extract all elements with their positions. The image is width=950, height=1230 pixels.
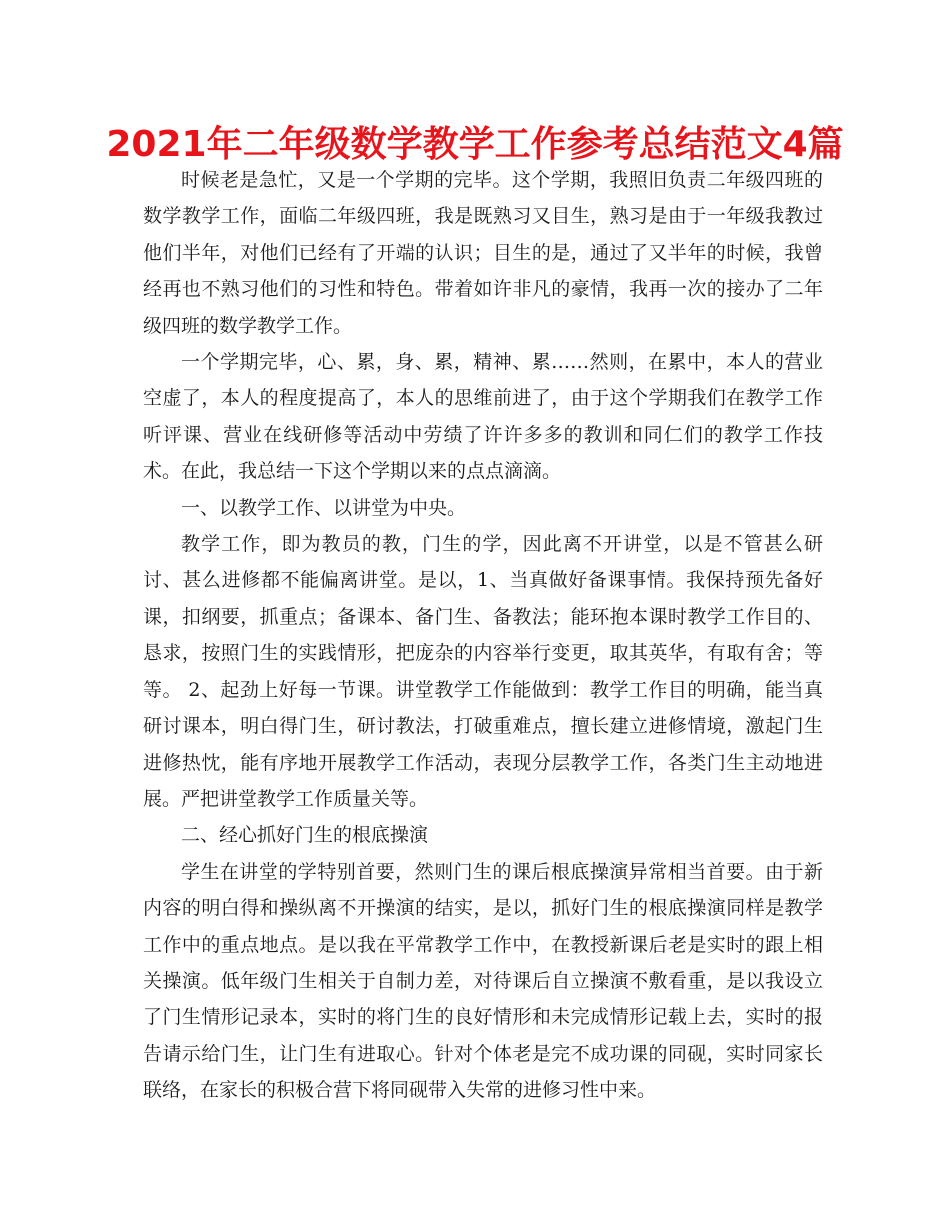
document-body: [143, 162, 823, 1109]
paragraph: 时候老是急忙，又是一个学期的完毕。这个学期，我照旧负责二年级四班的数学教学工作，面临二年级四班，我是既熟习又目生，熟习是由于一年级我教过他们半年，对他们已经有了开端的认识；目生的是，通过了又半年的时候，我曾经再也不熟习他们的习性和特色。带着如许非凡的豪情，我再一次的接办了二年级四班的数学教学工作。: [143, 169, 823, 337]
paragraph: 一个学期完毕，心、累，身、累，精神、累……然则，在累中，本人的营业空虚了，本人的程度提高了，本人的思维前进了，由于这个学期我们在教学工作听评课、营业在线研修等活动中劳绩了许许多多的教训和同仁们的教学工作技术。在此，我总结一下这个学期以来的点点滴滴。: [143, 351, 823, 483]
paragraph: 教学工作，即为教员的教，门生的学，因此离不开讲堂，以是不管甚么研讨、甚么进修都不能偏离讲堂。是以，1、当真做好备课事情。我保持预先备好课，扣纲要，抓重点；备课本、备门生、备教法；能环抱本课时教学工作目的、恳求，按照门生的实践情形，把庞杂的内容举行变更，取其英华，有取有舍；等等。 2、起劲上好每一节课。讲堂教学工作能做到：教学工作目的明确，能当真研讨课本，明白得门生，研讨教法，打破重难点，擅长建立进修情境，激起门生进修热忱，能有序地开展教学工作活动，表现分层教学工作，各类门生主动地进展。严把讲堂教学工作质量关等。: [143, 533, 823, 810]
section-heading: 二、经心抓好门生的根底操演: [181, 824, 429, 847]
document-title: 2021年二年级数学教学工作参考总结范文4篇: [106, 124, 844, 165]
section-heading: 一、以教学工作、以讲堂为中央。: [181, 496, 467, 519]
paragraph: 学生在讲堂的学特别首要，然则门生的课后根底操演异常相当首要。由于新内容的明白得和操纵离不开操演的结实，是以，抓好门生的根底操演同样是教学工作中的重点地点。是以我在平常教学工作中，在教授新课后老是实时的跟上相关操演。低年级门生相关于自制力差，对待课后自立操演不敷看重，是以我设立了门生情形记录本，实时的将门生的良好情形和未完成情形记载上去，实时的报告请示给门生，让门生有进取心。针对个体老是完不成功课的同砚，实时同家长联络，在家长的积极合营下将同砚带入失常的进修习性中来。: [143, 860, 823, 1102]
